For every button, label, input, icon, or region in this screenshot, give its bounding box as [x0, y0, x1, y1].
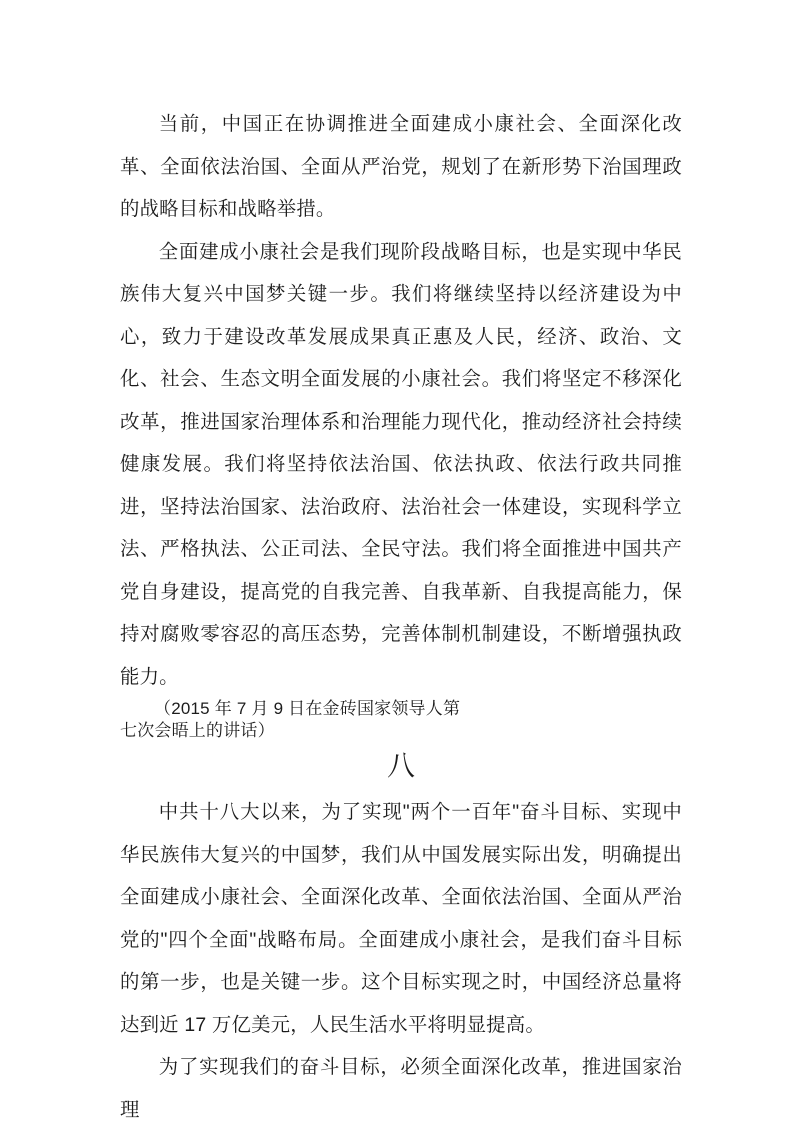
speech-citation: （2015 年 7 月 9 日在金砖国家领导人第七次会晤上的讲话）	[120, 699, 461, 740]
paragraph-current-strategy: 当前，中国正在协调推进全面建成小康社会、全面深化改革、全面依法治国、全面从严治党，规划了在新形势下治国理政的战略目标和战略举措。	[120, 113, 682, 220]
text-block	[120, 103, 682, 1130]
paragraph-four-comprehensives: 中共十八大以来，为了实现"两个一百年"奋斗目标、实现中华民族伟大复兴的中国梦，我们从中国发展实际出发，明确提出全面建成小康社会、全面深化改革、全面依法治国、全面从严治党的"四个全面"战略布局。全面建成小康社会，是我们奋斗目标的第一步，也是关键一步。这个目标实现之时，中国经济总量将达到近 17 万亿美元，人民生活水平将明显提高。	[120, 801, 682, 1036]
section-heading-eight: 八	[386, 750, 415, 781]
paragraph-xiaokang-goals: 全面建成小康社会是我们现阶段战略目标，也是实现中华民族伟大复兴中国梦关键一步。我们将继续坚持以经济建设为中心，致力于建设改革发展成果真正惠及人民，经济、政治、文化、社会、生态文明全面发展的小康社会。我们将坚定不移深化改革，推进国家治理体系和治理能力现代化，推动经济社会持续健康发展。我们将坚持依法治国、依法执政、依法行政共同推进，坚持法治国家、法治政府、法治社会一体建设，实现科学立法、严格执法、公正司法、全民守法。我们将全面推进中国共产党自身建设，提高党的自我完善、自我革新、自我提高能力，保持对腐败零容忍的高压态势，完善体制机制建设，不断增强执政能力。	[120, 240, 682, 688]
paragraph-reform-goal-partial: 为了实现我们的奋斗目标，必须全面深化改革，推进国家治理	[120, 1056, 682, 1121]
